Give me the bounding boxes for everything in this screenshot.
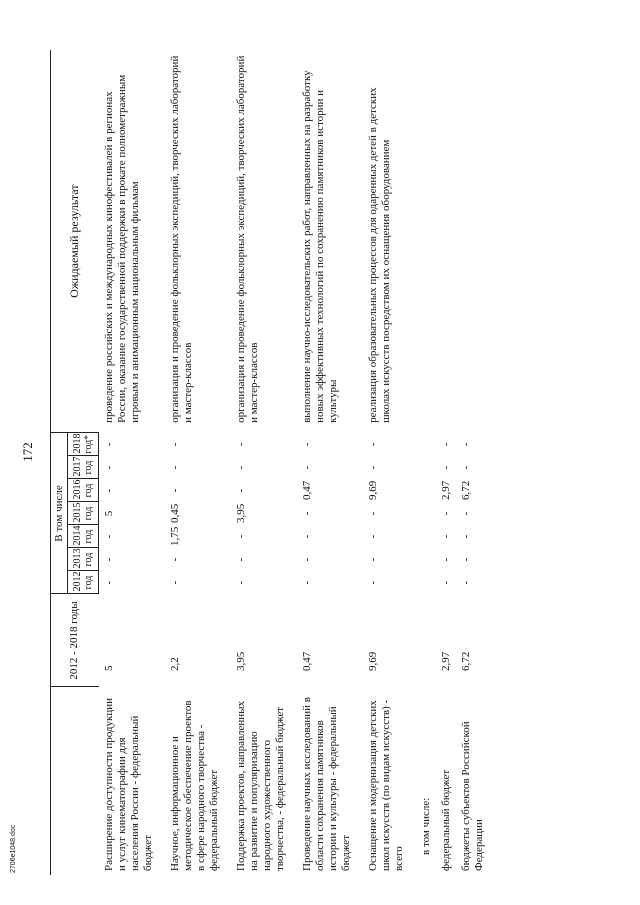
row-year-value: 0,45	[168, 503, 181, 523]
row-year-value: -	[366, 557, 379, 562]
subrow-year-value: -	[459, 534, 472, 539]
subrow-year-value: 2,97	[439, 480, 452, 500]
row-year-value: -	[168, 442, 181, 447]
page-number: 172	[20, 442, 35, 462]
row-total: 2,2	[168, 657, 181, 671]
header-name-cell	[51, 687, 99, 875]
table-row	[99, 50, 165, 875]
row-name: Поддержка проектов, направленных на развитие и популяризацию народного художественного творчества, - федеральный бюджет	[234, 700, 286, 871]
subrow-year-value: -	[459, 465, 472, 470]
document-file-id: 2706е1048.doc	[10, 824, 17, 873]
header-year: 2014 год	[68, 525, 99, 548]
program-table	[50, 50, 489, 875]
row-year-value: -	[168, 557, 181, 562]
row-year-value: -	[366, 465, 379, 470]
subrow-year-value: 6,72	[459, 480, 472, 500]
row-result: проведение российских и международных кинофестивалей в регионах России, оказание государственной поддержки в прокате полнометражным игровым и анимационным национальным фильмам	[102, 74, 141, 423]
subrow-year-value: -	[439, 442, 452, 447]
subrow-year-value: -	[439, 557, 452, 562]
table-row	[416, 50, 436, 875]
table-row	[363, 50, 416, 875]
row-name: Научное, информационное и методическое обеспечение проектов в сфере народного творчества - федеральный бюджет	[168, 700, 220, 871]
row-year-value: 9,69	[366, 480, 379, 500]
row-year-value: 1,75	[168, 526, 181, 546]
subrow-year-value: -	[459, 557, 472, 562]
row-year-value: -	[366, 511, 379, 516]
subrow-total: 2,97	[439, 651, 452, 671]
row-year-value: -	[168, 488, 181, 493]
row-year-value: -	[300, 580, 313, 585]
header-year: 2012 год	[68, 571, 99, 594]
table-row	[456, 50, 489, 875]
row-year-value: -	[234, 488, 247, 493]
table-row	[231, 50, 297, 875]
subrow-year-value: -	[439, 534, 452, 539]
subrow-name: федеральный бюджет	[439, 769, 452, 871]
row-total: 3,95	[234, 651, 247, 671]
row-year-value: -	[103, 465, 115, 470]
subrow-year-value: -	[459, 442, 472, 447]
header-year: 2016 год	[68, 479, 99, 502]
table-row	[436, 50, 456, 875]
row-year-value: -	[366, 580, 379, 585]
subrow-name: бюджеты субъектов Российской Федерации	[459, 721, 485, 871]
row-year-value: -	[234, 534, 247, 539]
row-year-value: -	[234, 557, 247, 562]
rotated-table-sheet	[50, 50, 640, 875]
row-year-value: -	[300, 442, 313, 447]
row-total: 0,47	[300, 651, 313, 671]
row-year-value: -	[103, 557, 115, 562]
header-year: 2018 год*	[68, 433, 99, 456]
header-year: 2013 год	[68, 548, 99, 571]
row-result: реализация образовательных процессов для одаренных детей в детских школах искусств посредством их оснащения оборудованием	[366, 87, 392, 423]
row-total: 5	[102, 665, 115, 671]
row-year-value: -	[234, 465, 247, 470]
row-result: выполнение научно-исследовательских работ, направленных на разработку новых эффективных технологий по сохранению памятников истории и культуры	[300, 70, 339, 423]
row-year-value: -	[234, 580, 247, 585]
subrow-year-value: -	[439, 465, 452, 470]
subrow-year-value: -	[459, 511, 472, 516]
row-year-value: 3,95	[234, 503, 247, 523]
row-year-value: 5	[103, 510, 115, 517]
row-year-value: -	[300, 557, 313, 562]
row-year-value: -	[103, 488, 115, 493]
row-year-value: -	[103, 442, 115, 447]
row-result: организация и проведение фольклорных экспедиций, творческих лабораторий и мастер-классов	[168, 55, 194, 423]
header-total: 2012 - 2018 годы	[51, 594, 99, 687]
row-year-value: -	[300, 534, 313, 539]
table-row	[165, 50, 231, 875]
row-year-value: -	[366, 534, 379, 539]
row-name: Расширение доступности продукции и услуг кинематографии для населения России - федеральный бюджет	[102, 698, 154, 871]
row-year-value: -	[103, 580, 115, 585]
row-year-value: -	[300, 511, 313, 516]
header-result: Ожидаемый результат	[51, 50, 99, 433]
row-total: 9,69	[366, 651, 379, 671]
header-year: 2017 год	[68, 456, 99, 479]
row-year-value: 0,47	[300, 480, 313, 500]
row-year-value: -	[103, 534, 115, 539]
subrow-year-value: -	[439, 580, 452, 585]
row-year-value: -	[168, 580, 181, 585]
row-name: Проведение научных исследований в области сохранения памятников истории и культуры - федеральный бюджет	[300, 697, 352, 871]
row-year-value: -	[234, 442, 247, 447]
in-that-number-note: в том числе:	[419, 797, 432, 855]
row-name: Оснащение и модернизация детских школ искусств (по видам искусств) - всего	[366, 699, 405, 871]
row-year-value: -	[168, 465, 181, 470]
header-year: 2015 год	[68, 502, 99, 525]
subrow-total: 6,72	[459, 651, 472, 671]
subrow-year-value: -	[439, 511, 452, 516]
row-year-value: -	[300, 465, 313, 470]
subrow-year-value: -	[459, 580, 472, 585]
header-in-that-number: В том числе	[51, 433, 68, 594]
row-year-value: -	[366, 442, 379, 447]
row-result: организация и проведение фольклорных экспедиций, творческих лабораторий и мастер-классов	[234, 55, 260, 423]
table-row	[297, 50, 363, 875]
